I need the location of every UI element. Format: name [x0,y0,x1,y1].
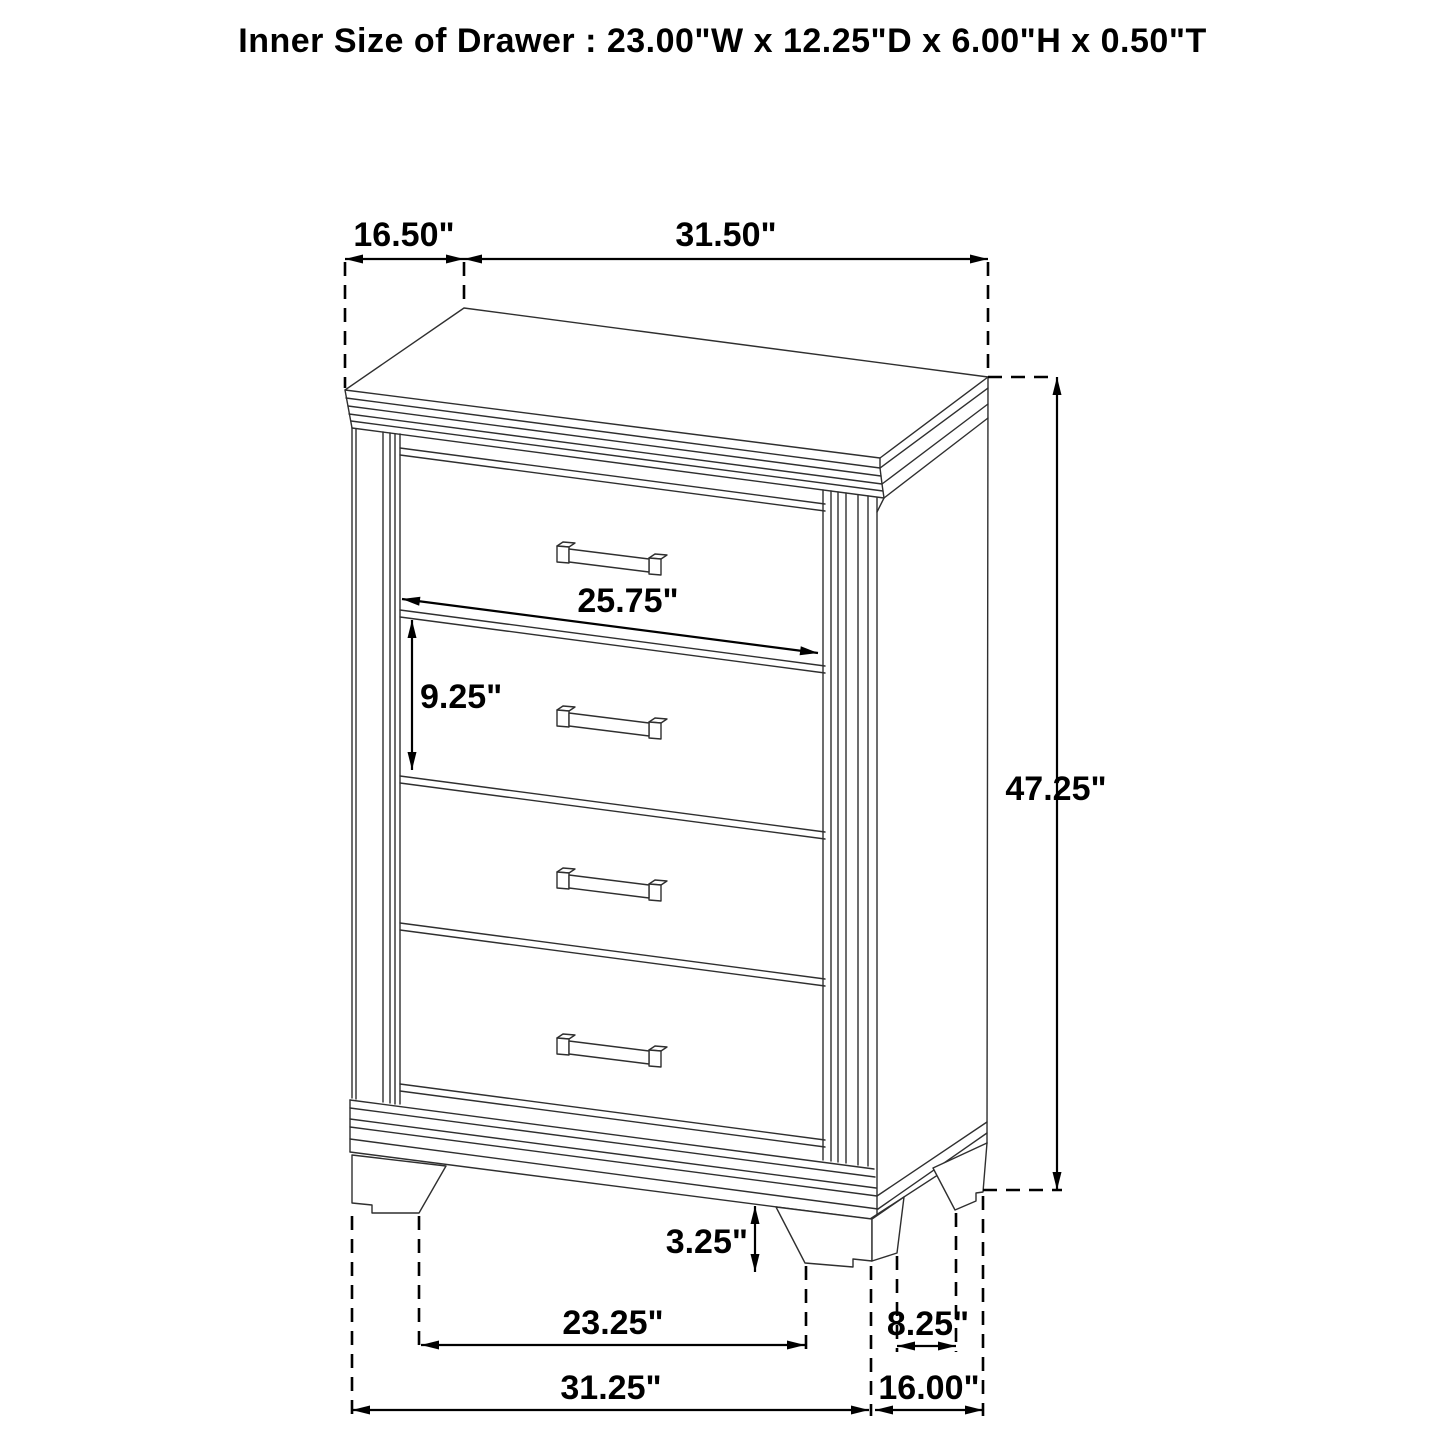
dim-label-bottom-width: 31.25" [560,1369,662,1407]
dim-foot-height [666,1206,760,1272]
drawer-dividers [400,448,825,1147]
cabinet-top-face [345,308,988,458]
dim-label-top-width: 31.50" [675,216,777,254]
dim-label-bottom-depth: 16.00" [878,1369,980,1407]
dim-back-feet-span [887,1305,969,1351]
dim-label-back-feet-span: 8.25" [886,1305,970,1343]
dim-top-depth [345,216,464,264]
dim-label-top-depth: 16.50" [353,216,455,254]
dim-front-feet-span [421,1304,805,1350]
cabinet-drawing [345,308,988,1267]
front-right-foot [776,1207,872,1267]
dim-label-drawer-height: 9.25" [420,678,503,716]
drawer-handle-4 [557,1034,667,1067]
drawer-handle-1 [557,542,667,575]
base-molding [350,1100,878,1219]
dim-bottom-width [352,1369,869,1415]
page-title: Inner Size of Drawer : 23.00"W x 12.25"D x 6.00"H x 0.50"T [238,22,1207,60]
drawer-handle-2 [557,706,667,739]
dim-label-front-feet-span: 23.25" [562,1304,664,1342]
dim-top-width [464,216,988,264]
side-panel [870,377,988,1219]
dim-drawer-height [408,620,503,770]
drawer-handle-3 [557,868,667,901]
dim-label-foot-height: 3.25" [665,1223,748,1261]
dim-label-drawer-width: 25.75" [577,582,679,620]
dim-overall-height [1005,377,1106,1190]
dim-bottom-depth [875,1369,983,1415]
dim-label-overall-height: 47.25" [1005,770,1107,808]
front-left-foot [352,1155,446,1213]
